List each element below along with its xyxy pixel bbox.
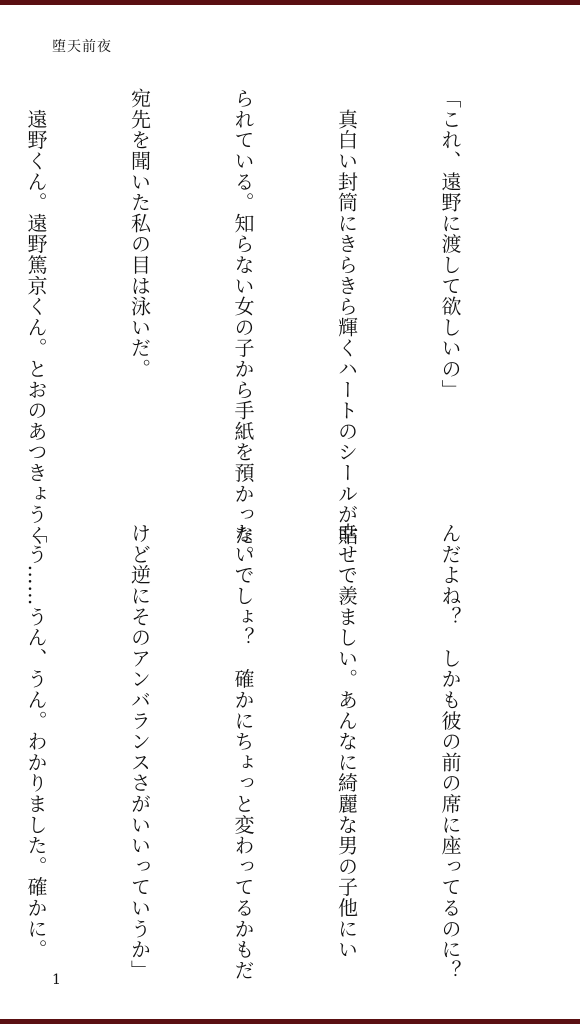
text-line: 真白い封筒にきらきら輝くハートのシールが貼 [334, 88, 359, 546]
text-line: 遠野くん。遠野篤京くん。とおのあつきょうく [24, 88, 48, 546]
bottom-border [0, 1019, 580, 1024]
text-line: られている。知らない女の子から手紙を預かった。 [231, 88, 255, 567]
text-line: 幸せで羨ましい。あんなに綺麗な男の子他にい [334, 523, 359, 960]
text-block-bottom [0, 523, 536, 981]
text-line: けど逆にそのアンバランスさがいいっていうか」 [127, 523, 152, 981]
text-line: 「う……うん、うん。わかりました。確かに。 [24, 523, 48, 960]
text-line: 「これ、遠野に渡して欲しいの」 [438, 88, 462, 400]
text-block-top [0, 88, 536, 567]
text-line: んだよね？ しかも彼の前の席に座ってるのに？ [438, 523, 462, 981]
page-number: 1 [52, 972, 61, 988]
book-title: 堕天前夜 [52, 39, 112, 55]
top-border [0, 0, 580, 5]
text-line: 宛先を聞いた私の目は泳いだ。 [127, 88, 152, 380]
text-line: ないでしょ？ 確かにちょっと変わってるかもだ [231, 523, 255, 981]
